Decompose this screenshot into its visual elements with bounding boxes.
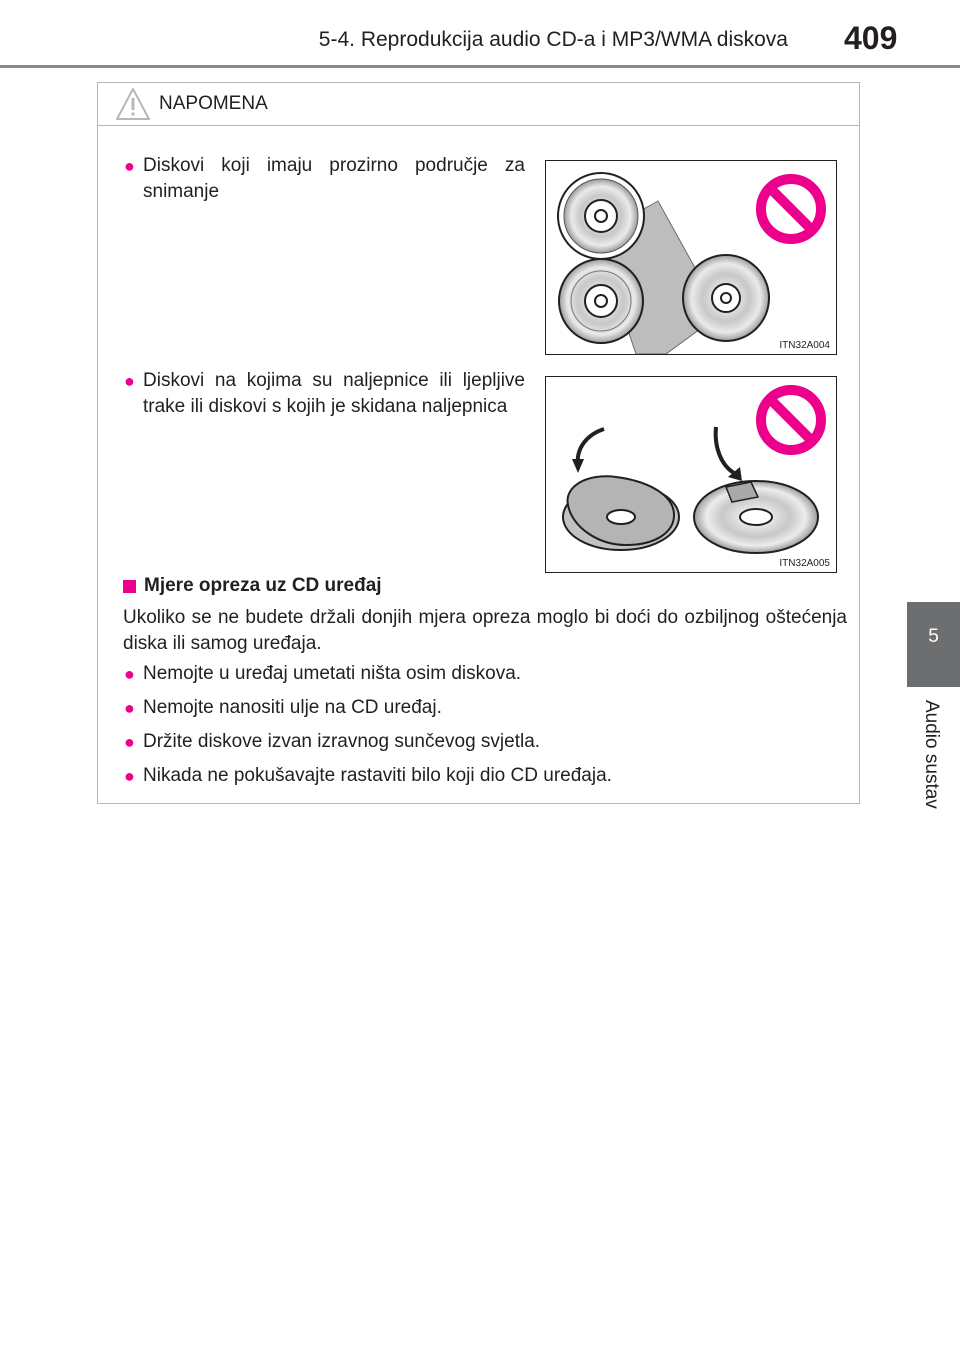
chapter-label: Audio sustav bbox=[921, 700, 942, 809]
bullet-icon: ● bbox=[124, 766, 135, 786]
note-item-text: Diskovi koji imaju prozirno područje za snimanje bbox=[143, 155, 525, 202]
bullet-icon: ● bbox=[124, 156, 135, 176]
figure-transparent-discs bbox=[545, 160, 837, 355]
running-header: 5-4. Reprodukcija audio CD-a i MP3/WMA diskova bbox=[318, 28, 788, 51]
bullet-icon: ● bbox=[124, 698, 135, 718]
figure-labeled-discs bbox=[545, 376, 837, 573]
list-item bbox=[124, 763, 612, 789]
note-box bbox=[97, 82, 860, 804]
labeled-discs-illustration bbox=[546, 377, 836, 572]
list-item bbox=[124, 661, 522, 687]
list-item bbox=[124, 695, 442, 721]
transparent-discs-illustration bbox=[546, 161, 836, 354]
section-paragraph: Ukoliko se ne budete držali donjih mjera opreza moglo bi doći do ozbiljnog oštećenja diska ili samog uređaja. bbox=[123, 607, 847, 654]
chapter-tab bbox=[907, 602, 960, 687]
note-item-labeled-disc bbox=[124, 368, 525, 420]
list-item-text: Nemojte nanositi ulje na CD uređaj. bbox=[143, 697, 442, 718]
header-divider bbox=[0, 65, 960, 68]
list-item bbox=[124, 729, 541, 755]
list-item-text: Držite diskove izvan izravnog sunčevog svjetla. bbox=[143, 731, 541, 752]
warning-icon bbox=[115, 87, 151, 121]
bullet-icon: ● bbox=[124, 371, 135, 391]
note-header bbox=[98, 83, 859, 126]
note-item-text: Diskovi na kojima su naljepnice ili ljepljive trake ili diskovi s kojih je skidana naljepnica bbox=[143, 370, 525, 417]
prohibited-icon bbox=[761, 390, 821, 450]
bullet-icon: ● bbox=[124, 732, 135, 752]
list-item-text: Nikada ne pokušavajte rastaviti bilo koji dio CD uređaja. bbox=[143, 765, 612, 786]
note-item-transparent-disc bbox=[124, 153, 525, 205]
list-item-text: Nemojte u uređaj umetati ništa osim diskova. bbox=[143, 663, 522, 684]
bullet-icon: ● bbox=[124, 664, 135, 684]
figure-code: ITN32A004 bbox=[779, 340, 830, 351]
chapter-number: 5 bbox=[928, 626, 939, 647]
section-square-icon bbox=[123, 580, 136, 593]
page-number: 409 bbox=[844, 20, 898, 56]
section-title: Mjere opreza uz CD uređaj bbox=[144, 575, 382, 596]
note-title: NAPOMENA bbox=[159, 93, 268, 114]
figure-code: ITN32A005 bbox=[779, 558, 830, 569]
prohibited-icon bbox=[761, 179, 821, 239]
